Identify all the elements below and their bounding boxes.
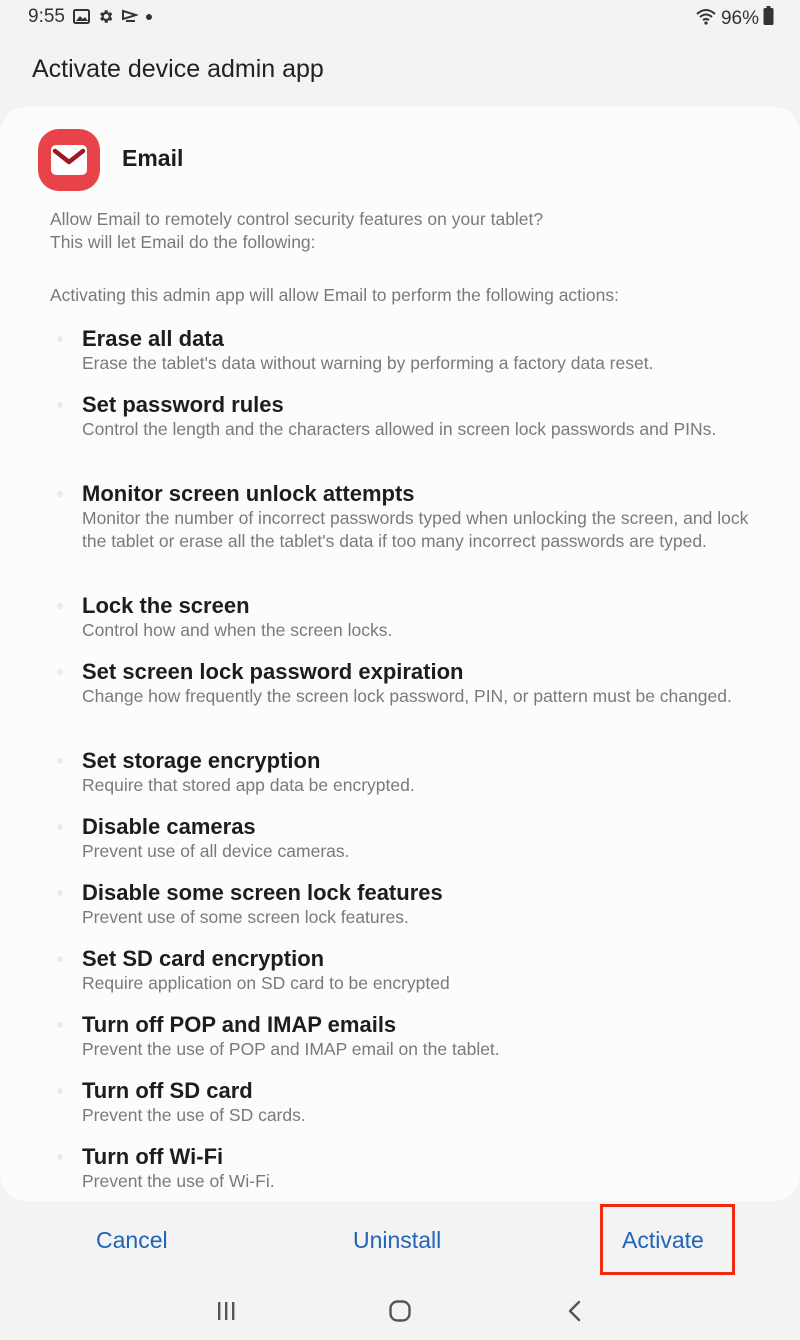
recents-button[interactable] bbox=[211, 1296, 241, 1326]
permission-description: Control the length and the characters allowed in screen lock passwords and PINs. bbox=[82, 419, 717, 439]
permission-item bbox=[82, 593, 772, 642]
intro-line-1: Allow Email to remotely control security features on your tablet? bbox=[50, 209, 544, 229]
bullet bbox=[57, 603, 63, 609]
bullet bbox=[57, 758, 63, 764]
permission-description: Require that stored app data be encrypted. bbox=[82, 775, 415, 795]
permission-description: Erase the tablet's data without warning by performing a factory data reset. bbox=[82, 353, 654, 373]
permission-description: Prevent use of all device cameras. bbox=[82, 841, 350, 861]
permission-item bbox=[82, 880, 772, 929]
bullet bbox=[57, 824, 63, 830]
permission-item bbox=[82, 481, 772, 553]
actions-intro-text: Activating this admin app will allow Email to perform the following actions: bbox=[50, 285, 620, 305]
permission-item bbox=[82, 659, 772, 708]
bullet bbox=[57, 491, 63, 497]
intro-text bbox=[50, 208, 750, 254]
permission-item bbox=[82, 1144, 772, 1193]
permission-title: Set password rules bbox=[82, 392, 284, 417]
permission-title: Turn off Wi-Fi bbox=[82, 1144, 224, 1169]
bullet bbox=[57, 1022, 63, 1028]
bullet bbox=[57, 1088, 63, 1094]
back-icon bbox=[565, 1300, 585, 1322]
permission-item bbox=[82, 392, 772, 441]
intro-line-2: This will let Email do the following: bbox=[50, 232, 316, 252]
permission-title: Disable some screen lock features bbox=[82, 880, 443, 905]
permission-title: Monitor screen unlock attempts bbox=[82, 481, 415, 506]
activate-button[interactable]: Activate bbox=[622, 1222, 704, 1258]
page-title: Activate device admin app bbox=[32, 55, 324, 83]
cancel-button[interactable]: Cancel bbox=[96, 1222, 168, 1258]
admin-permissions-card bbox=[0, 107, 800, 1201]
battery-icon bbox=[763, 6, 774, 31]
status-notification-icons bbox=[73, 8, 153, 25]
permission-description: Control how and when the screen locks. bbox=[82, 620, 393, 640]
home-button[interactable] bbox=[385, 1296, 415, 1326]
battery-percent: 96% bbox=[720, 7, 759, 29]
bullet bbox=[57, 402, 63, 408]
permission-item bbox=[82, 1078, 772, 1127]
permission-item bbox=[82, 748, 772, 797]
status-right bbox=[695, 6, 774, 31]
permission-title: Disable cameras bbox=[82, 814, 256, 839]
permission-title: Erase all data bbox=[82, 326, 224, 351]
email-envelope-icon bbox=[51, 145, 87, 175]
uninstall-button[interactable]: Uninstall bbox=[353, 1222, 441, 1258]
email-notification-icon bbox=[121, 9, 138, 25]
home-icon bbox=[388, 1299, 412, 1323]
permission-description: Change how frequently the screen lock password, PIN, or pattern must be changed. bbox=[82, 686, 732, 706]
back-button[interactable] bbox=[560, 1296, 590, 1326]
permission-item bbox=[82, 946, 772, 995]
permission-title: Lock the screen bbox=[82, 593, 250, 618]
permission-description: Prevent the use of POP and IMAP email on the tablet. bbox=[82, 1039, 500, 1059]
permission-item bbox=[82, 1012, 772, 1061]
status-time: 9:55 bbox=[28, 6, 65, 27]
permission-title: Set screen lock password expiration bbox=[82, 659, 464, 684]
bullet bbox=[57, 956, 63, 962]
permission-description: Prevent the use of SD cards. bbox=[82, 1105, 306, 1125]
app-name: Email bbox=[122, 145, 184, 171]
permission-description: Monitor the number of incorrect passwords typed when unlocking the screen, and lock the tablet or erase all the tablet's data if too many incorrect passwords are typed. bbox=[82, 508, 749, 551]
status-bar bbox=[0, 0, 800, 34]
permission-title: Turn off POP and IMAP emails bbox=[82, 1012, 397, 1037]
permission-description: Prevent the use of Wi-Fi. bbox=[82, 1171, 275, 1191]
permission-title: Set storage encryption bbox=[82, 748, 321, 773]
gallery-icon bbox=[73, 9, 90, 24]
permission-item bbox=[82, 814, 772, 863]
permission-description: Require application on SD card to be encrypted bbox=[82, 973, 450, 993]
email-app-icon bbox=[38, 129, 100, 191]
navigation-bar bbox=[0, 1280, 800, 1340]
bullet bbox=[57, 1154, 63, 1160]
gear-icon bbox=[97, 8, 114, 25]
wifi-icon bbox=[695, 7, 717, 31]
recents-icon bbox=[215, 1301, 237, 1321]
bullet bbox=[57, 336, 63, 342]
dot-icon bbox=[145, 13, 153, 21]
permission-title: Turn off SD card bbox=[82, 1078, 253, 1103]
permission-description: Prevent use of some screen lock features. bbox=[82, 907, 409, 927]
bullet bbox=[57, 669, 63, 675]
permission-title: Set SD card encryption bbox=[82, 946, 325, 971]
bullet bbox=[57, 890, 63, 896]
permission-item bbox=[82, 326, 772, 375]
